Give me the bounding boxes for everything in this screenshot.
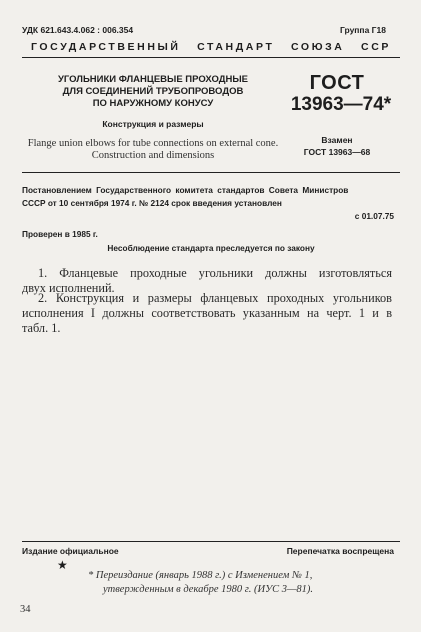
gost-word: ГОСТ — [309, 72, 365, 94]
decree-line-2: СССР от 10 сентября 1974 г. № 2124 срок введения установлен — [22, 198, 282, 208]
official-edition: Издание официальное — [22, 546, 119, 556]
footnote-line-1: * Переиздание (январь 1988 г.) с Изменением № 1, — [88, 570, 313, 581]
reprint-forbidden: Перепечатка воспрещена — [286, 546, 394, 556]
title-block-rule — [22, 172, 400, 173]
replaces-value: ГОСТ 13963—68 — [303, 147, 371, 157]
decree-line-1: Постановлением Государственного комитета стандартов Совета Министров — [22, 185, 349, 195]
star-icon: ★ — [57, 558, 68, 572]
footnote-line-2: утвержденным в декабре 1980 г. (ИУС 3—81). — [103, 584, 313, 595]
title-line-1: УГОЛЬНИКИ ФЛАНЦЕВЫЕ ПРОХОДНЫЕ — [57, 74, 248, 85]
standard-org-heading: ГОСУДАРСТВЕННЫЙ СТАНДАРТ СОЮЗА ССР — [30, 41, 392, 53]
title-line-2: ДЛЯ СОЕДИНЕНИЙ ТРУБОПРОВОДОВ — [62, 86, 244, 97]
paragraph-1-line-2: двух исполнений. — [22, 281, 115, 295]
english-title-line-2: Construction and dimensions — [91, 150, 215, 161]
group-code: Группа Г18 — [340, 25, 386, 35]
english-title-line-1: Flange union elbows for tube connections on external cone. — [27, 138, 279, 149]
title-line-3: ПО НАРУЖНОМУ КОНУСУ — [92, 98, 214, 109]
page-number: 34 — [20, 604, 31, 615]
effective-date: с 01.07.75 — [354, 211, 394, 221]
paragraph-1-line-1: 1. Фланцевые проходные угольники должны изготовляться — [38, 266, 392, 280]
header-rule — [22, 57, 400, 58]
enforcement-note: Несоблюдение стандарта преследуется по закону — [107, 243, 315, 253]
replaces-label: Взамен — [321, 135, 353, 145]
paragraph-2-line-2: исполнения I должны соответствовать указанным на черт. 1 и в — [22, 306, 392, 320]
footer-rule — [22, 541, 400, 542]
title-subtitle: Конструкция и размеры — [102, 119, 204, 129]
gost-number: 13963—74* — [290, 94, 392, 115]
paragraph-2-line-1: 2. Конструкция и размеры фланцевых проходных угольников — [38, 291, 392, 305]
paragraph-2-line-3: табл. 1. — [22, 321, 61, 335]
udc-code: УДК 621.643.4.062 : 006.354 — [22, 25, 134, 35]
checked-note: Проверен в 1985 г. — [22, 229, 98, 239]
